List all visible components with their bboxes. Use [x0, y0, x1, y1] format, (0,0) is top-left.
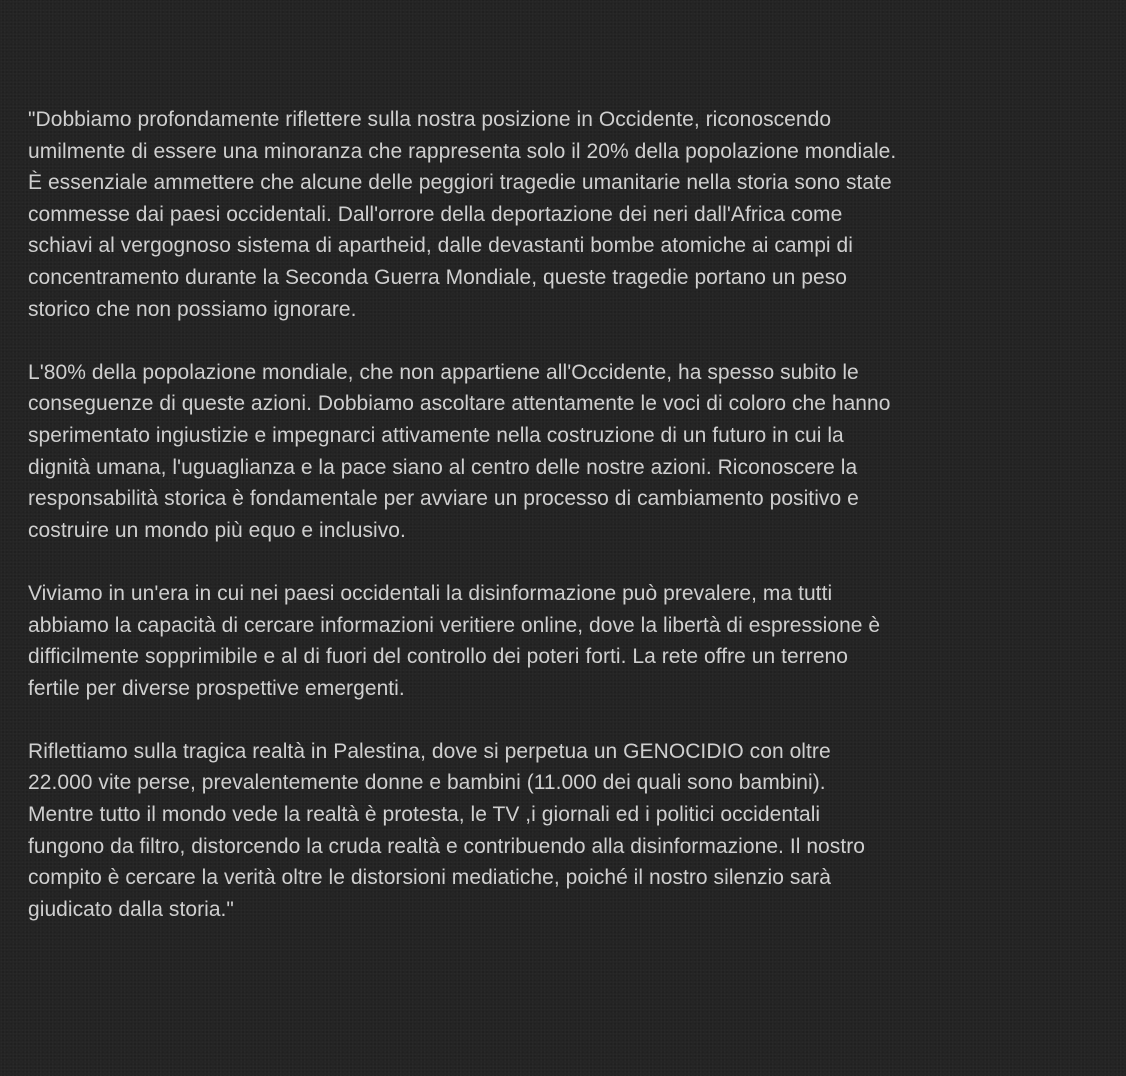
note-line: umilmente di essere una minoranza che rappresenta solo il 20% della popolazione mondiale.	[28, 139, 897, 163]
note-line: "Dobbiamo profondamente riflettere sulla nostra posizione in Occidente, riconoscendo	[28, 108, 832, 131]
note-line: È essenziale ammettere che alcune delle peggiori tragedie umanitarie nella storia sono state	[28, 171, 892, 195]
note-paragraph	[28, 104, 1086, 325]
note-paragraph	[28, 736, 1086, 926]
note-paragraph	[28, 357, 1086, 547]
note-line: Viviamo in un'era in cui nei paesi occidentali la disinformazione può prevalere, ma tutti	[28, 581, 833, 605]
note-line: Riflettiamo sulla tragica realtà in Palestina, dove si perpetua un GENOCIDIO con oltre	[28, 739, 831, 763]
note-line: fungono da filtro, distorcendo la cruda realtà e contribuendo alla disinformazione. Il nostro	[28, 834, 865, 858]
note-line: costruire un mondo più equo e inclusivo.	[28, 518, 406, 542]
note-line: fertile per diverse prospettive emergenti.	[28, 676, 405, 700]
note-line: commesse dai paesi occidentali. Dall'orrore della deportazione dei neri dall'Africa come	[28, 202, 843, 226]
note-line: dignità umana, l'uguaglianza e la pace siano al centro delle nostre azioni. Riconoscere la	[28, 455, 858, 479]
note-line: sperimentato ingiustizie e impegnarci attivamente nella costruzione di un futuro in cui la	[28, 423, 844, 447]
note-line: schiavi al vergognoso sistema di apartheid, dalle devastanti bombe atomiche ai campi di	[28, 234, 853, 258]
note-text[interactable]	[28, 104, 1086, 925]
note-line: conseguenze di queste azioni. Dobbiamo ascoltare attentamente le voci di coloro che hanno	[28, 392, 891, 416]
note-line: abbiamo la capacità di cercare informazioni veritiere online, dove la libertà di espressione è	[28, 613, 881, 637]
note-line: responsabilità storica è fondamentale per avviare un processo di cambiamento positivo e	[28, 487, 859, 511]
note-line: giudicato dalla storia."	[28, 897, 234, 921]
note-line: storico che non possiamo ignorare.	[28, 297, 357, 321]
note-line: concentramento durante la Seconda Guerra Mondiale, queste tragedie portano un peso	[28, 265, 847, 289]
note-line: difficilmente sopprimibile e al di fuori del controllo dei poteri forti. La rete offre un terreno	[28, 645, 849, 669]
note-line: Mentre tutto il mondo vede la realtà è protesta, le TV ,i giornali ed i politici occidentali	[28, 803, 821, 827]
note-paragraph	[28, 578, 1086, 704]
note-line: L'80% della popolazione mondiale, che non appartiene all'Occidente, ha spesso subito le	[28, 360, 859, 384]
note-line: compito è cercare la verità oltre le distorsioni mediatiche, poiché il nostro silenzio sarà	[28, 866, 831, 890]
note-line: 22.000 vite perse, prevalentemente donne e bambini (11.000 dei quali sono bambini).	[28, 771, 826, 795]
